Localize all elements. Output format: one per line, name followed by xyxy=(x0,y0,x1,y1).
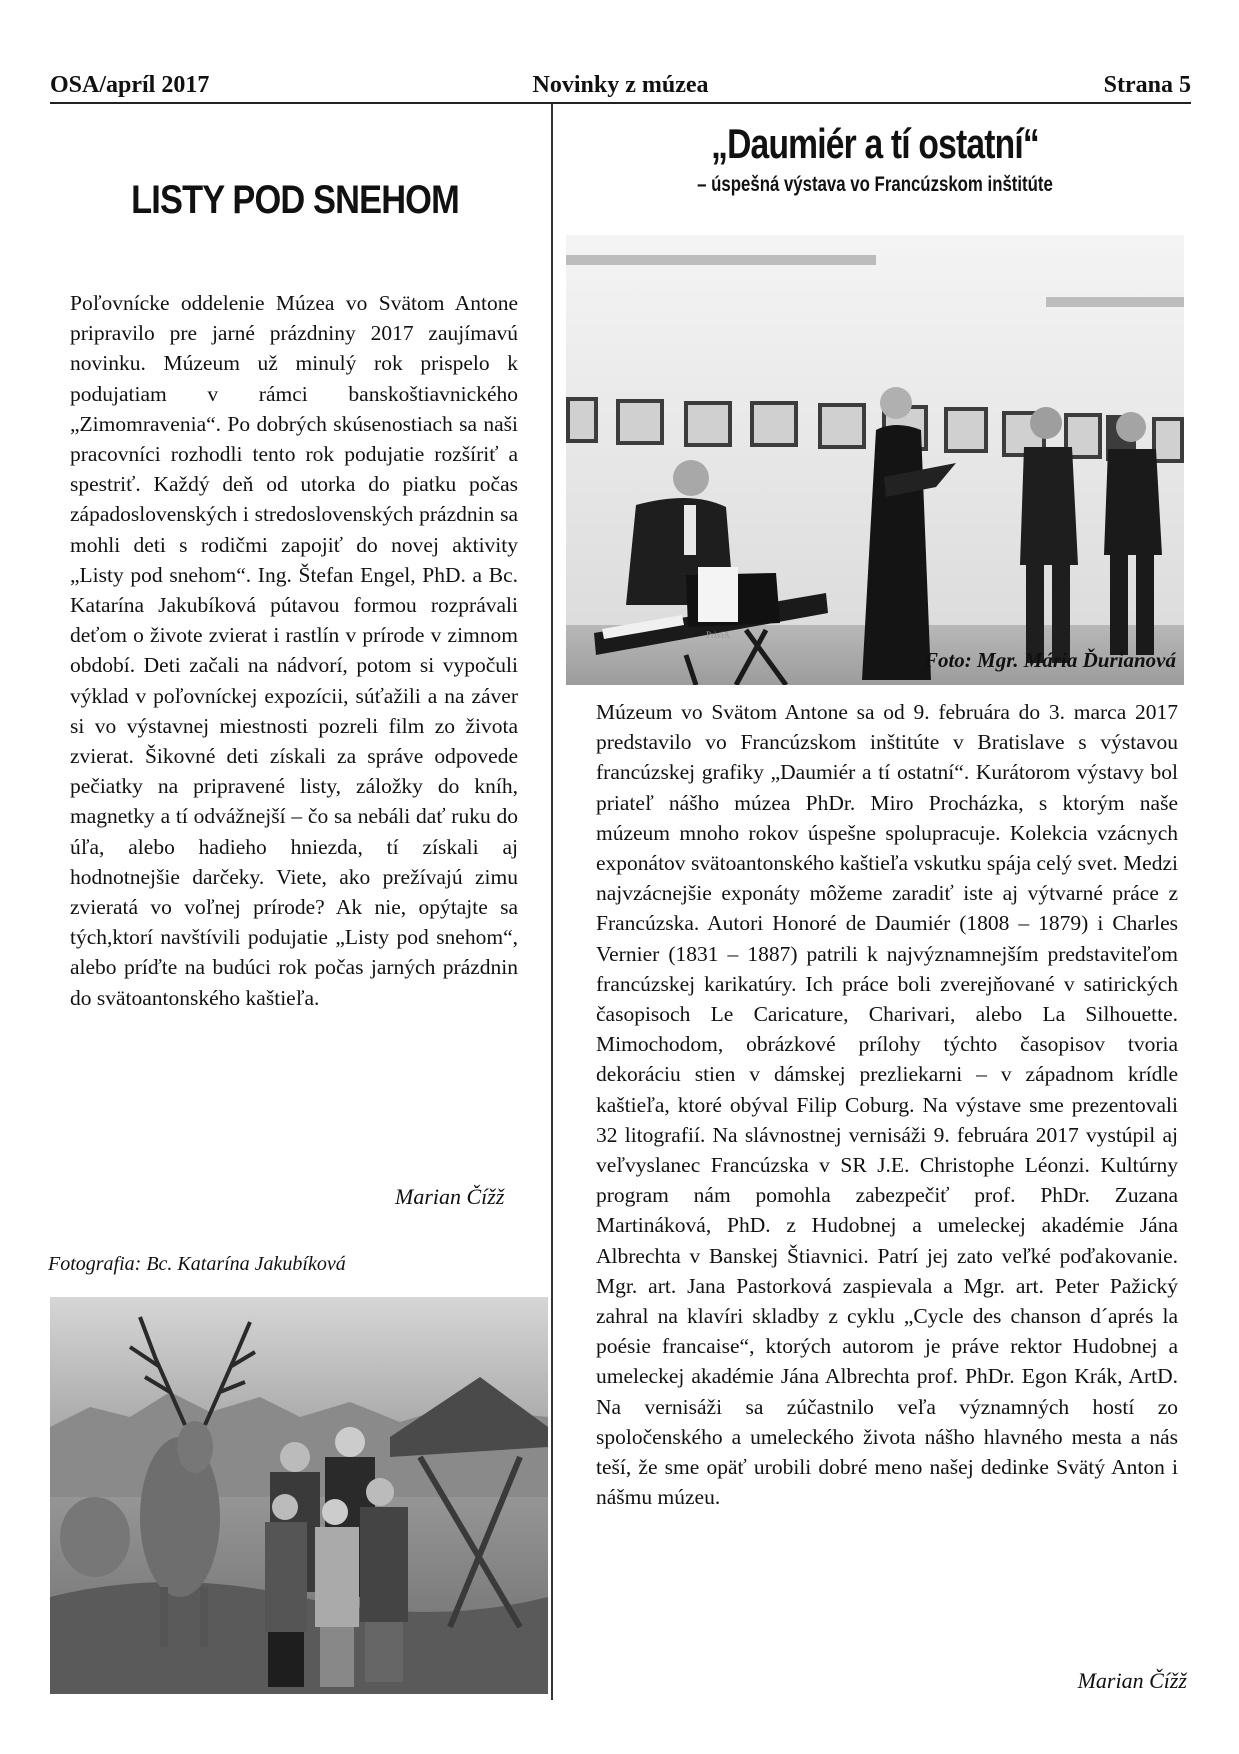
right-photo-credit: Foto: Mgr. Mária Ďurianová xyxy=(923,648,1176,672)
piano-brand-label: PriviA xyxy=(706,630,731,640)
right-article-subtitle: – úspešná výstava vo Francúzskom inštitúte xyxy=(697,173,1053,196)
page-number: Strana 5 xyxy=(1103,72,1191,98)
right-article-body: Múzeum vo Svätom Antone sa od 9. februára do 3. marca 2017 predstavilo vo Francúzskom inštitúte v Bratislave s výstavou francúzskej grafiky „Daumiér a tí ostatní“. Kurátorom výstavy bol priateľ nášho múzea PhDr. Miro Procházka, s ktorým naše múzeum mnoho rokov úspešne spolupracuje. Kolekcia vzácnych exponátov svätoantonského kaštieľa vskutku spája celý svet. Medzi najvzácnejšie exponáty môžeme zaradiť iste aj výtvarné práce z Francúzska. Autori Honoré de Daumiér (1808 – 1879) i Charles Vernier (1831 – 1887) patrili k najvýznamnejším predstaviteľom francúzskej karikatúry. Ich práce boli zverejňované v satirických časopisoch Le Caricature, Charivari, alebo La Silhouette. Mimochodom, obrázkové prílohy týchto časopisov tvoria dekoráciu stien v dámskej prezliekarni – v západnom krídle kaštieľa, ktoré obýval Filip Coburg. Na výstave sme prezentovali 32 litografií. Na slávnostnej vernisáži 9. februára 2017 vystúpil aj veľvyslanec Francúzska v SR J.E. Christophe Léonzi. Kultúrny program nám pomohla zabezpečiť prof. PhDr. Zuzana Martináková, PhD. z Hudobnej a umeleckej akadémie Jána Albrechta v Banskej Štiavnici. Patrí jej zato veľké poďakovanie. Mgr. art. Jana Pastorková zaspievala a Mgr. art. Peter Pažický zahral na klavíri skladby z cyklu „Cycle des chanson d´aprés la poésie francaise“, ktorých autorom je práve rektor Hudobnej a umeleckej akadémie Jána Albrechta prof. PhDr. Egon Krák, ArtD. Na vernisáži sa zúčastnilo veľa významných hostí zo spoločenského a umeleckého života nášho hlavného mesta a nás teší, že sme opäť urobili dobré meno našej dedinke Svätý Anton i nášmu múzeu. xyxy=(596,700,1178,1510)
column-divider xyxy=(551,104,553,1700)
left-article-author: Marian Čížž xyxy=(395,1184,505,1209)
deer-exhibit-photo-illustration xyxy=(50,1297,548,1694)
left-photo-credit: Fotografia: Bc. Katarína Jakubíková xyxy=(48,1253,346,1275)
left-article-title: LISTY POD SNEHOM xyxy=(131,178,459,222)
right-article-photo xyxy=(566,235,1184,685)
concert-photo-illustration xyxy=(566,235,1184,685)
left-article-body: Poľovnícke oddelenie Múzea vo Svätom Antone pripravilo pre jarné prázdniny 2017 zaujímavú novinku. Múzeum už minulý rok prispelo k podujatiam v rámci banskoštiavnického „Zimomravenia“. Po dobrých skúsenostiach sa naši pracovníci rozhodli tento rok podujatie rozšíriť a spestriť. Každý deň od utorka do piatku počas západoslovenských i stredoslovenských prázdnin sa mohli deti s rodičmi zapojiť do novej aktivity „Listy pod snehom“. Ing. Štefan Engel, PhD. a Bc. Katarína Jakubíková pútavou formou rozprávali deťom o živote zvierat i rastlín v prírode v zimnom období. Deti začali na nádvorí, potom si vypočuli výklad v poľovníckej expozícii, súťažili a na záver si vo výstavnej miestnosti pozreli film zo života zvierat. Šikovné deti získali za správe odpovede pečiatky na pripravené listy, záložky do kníh, magnetky a tí odvážnejší – čo sa nebáli dať ruku do úľa, alebo hadieho hniezda, tí získali aj hodnotnejšie darčeky. Viete, ako prežívajú zimu zvieratá vo voľnej prírode? Ak nie, opýtajte sa tých,ktorí navštívili podujatie „Listy pod snehom“, alebo príďte na budúci rok počas jarných prázdnin do svätoantonského kaštieľa. xyxy=(70,291,518,1010)
page-header xyxy=(50,70,1191,104)
issue-date: OSA/apríl 2017 xyxy=(50,72,210,98)
right-article-author: Marian Čížž xyxy=(1077,1668,1187,1693)
left-article-photo xyxy=(50,1297,548,1694)
publication-title: Novinky z múzea xyxy=(532,72,709,98)
right-article-title: „Daumiér a tí ostatní“ xyxy=(711,120,1039,167)
